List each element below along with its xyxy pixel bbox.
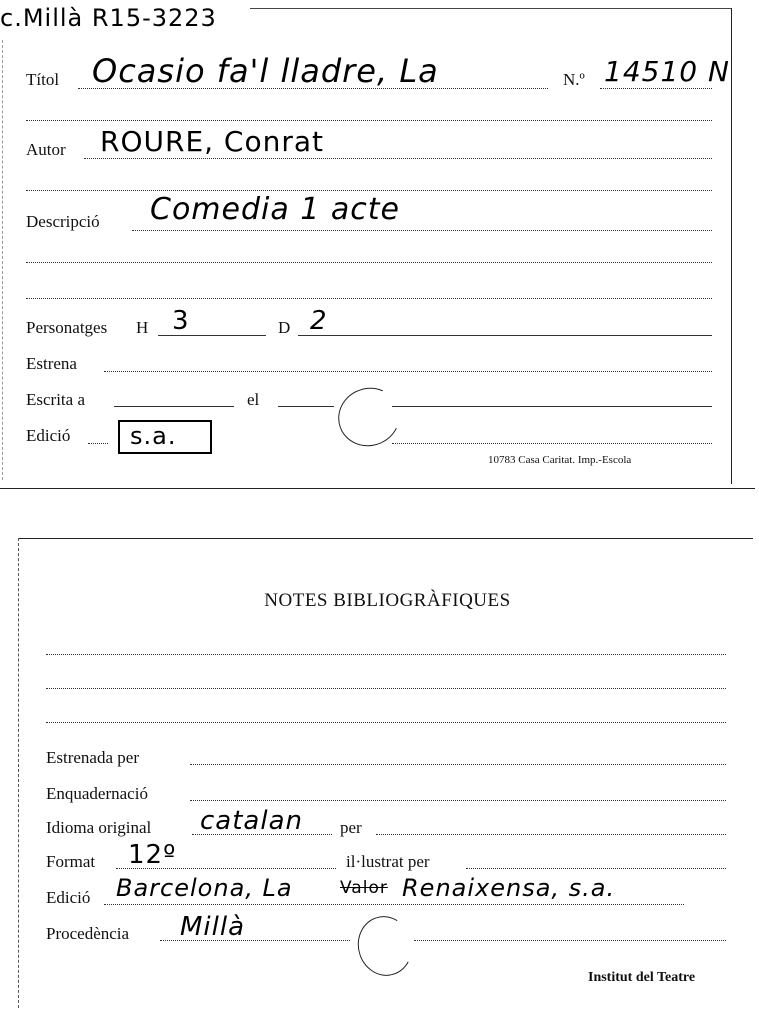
autor-label: Autor	[26, 140, 66, 159]
descripcio-value: Comedia 1 acte	[150, 192, 401, 227]
edicio-top-line	[88, 443, 108, 444]
card-top-border-bottom	[0, 488, 755, 489]
titol-label: Títol	[26, 70, 60, 89]
format-value: 12º	[128, 840, 177, 870]
personatges-h-label: H	[136, 318, 149, 337]
edicio-label: Edició	[46, 888, 91, 907]
idioma-per-line	[376, 834, 726, 835]
enquadernacio-line	[190, 800, 726, 801]
edicio-value-pre: Barcelona, La	[116, 874, 293, 902]
estrena-label: Estrena	[26, 354, 77, 373]
printer-credit: 10783 Casa Caritat. Imp.-Escola	[488, 454, 632, 466]
illustrat-line	[466, 868, 726, 869]
procedencia-label: Procedència	[46, 924, 130, 943]
escrita-el-line-2	[392, 406, 712, 407]
enquadernacio-label: Enquadernació	[46, 784, 148, 803]
escrita-el-label: el	[247, 390, 260, 409]
number-line	[600, 88, 712, 89]
idioma-value: catalan	[200, 806, 303, 836]
card-bottom-top-border	[18, 538, 753, 539]
card-top-border-right	[731, 8, 732, 484]
edicio-top-line-2	[392, 443, 712, 444]
edicio-line	[104, 904, 684, 905]
personatges-label: Personatges	[26, 318, 108, 337]
personatges-d-label: D	[278, 318, 291, 337]
card-top-left-edge	[2, 40, 3, 480]
procedencia-value: Millà	[180, 912, 246, 942]
edicio-top-value: s.a.	[130, 422, 177, 450]
escrita-line	[114, 406, 234, 407]
illustrat-label: il·lustrat per	[346, 852, 430, 871]
estrenada-label: Estrenada per	[46, 748, 139, 767]
edicio-top-label: Edició	[26, 426, 71, 445]
number-label: N.º	[563, 70, 585, 89]
card-top-edge	[250, 8, 732, 9]
personatges-h-value: 3	[172, 306, 190, 336]
notes-line-2	[46, 688, 726, 689]
personatges-d-line	[298, 335, 712, 336]
format-label: Format	[46, 852, 96, 871]
descripcio-line-2	[26, 262, 712, 263]
descripcio-label: Descripció	[26, 212, 100, 231]
institution-name: Institut del Teatre	[588, 970, 696, 985]
escrita-label: Escrita a	[26, 390, 85, 409]
punch-hole-bottom	[351, 910, 419, 982]
procedencia-line-2	[414, 940, 726, 941]
edicio-value-struck: Valor	[340, 878, 388, 898]
idioma-per-label: per	[340, 818, 362, 837]
escrita-el-line	[278, 406, 334, 407]
notes-line-3	[46, 722, 726, 723]
autor-line	[84, 158, 712, 159]
personatges-d-value: 2	[310, 306, 328, 336]
descripcio-line-3	[26, 298, 712, 299]
idioma-label: Idioma original	[46, 818, 152, 837]
estrenada-line	[190, 764, 726, 765]
autor-line-2	[26, 190, 712, 191]
notes-line-1	[46, 654, 726, 655]
notes-title: NOTES BIBLIOGRÀFIQUES	[264, 590, 511, 611]
estrena-line	[104, 371, 712, 372]
number-value: 14510 N	[604, 55, 730, 88]
descripcio-line	[132, 230, 712, 231]
edicio-value-post: Renaixensa, s.a.	[402, 874, 616, 902]
titol-value: Ocasio fa'l lladre, La	[92, 52, 439, 90]
call-number: c.Millà R15-3223	[0, 4, 217, 32]
titol-line-2	[26, 120, 712, 121]
autor-value: ROURE, Conrat	[100, 125, 325, 158]
